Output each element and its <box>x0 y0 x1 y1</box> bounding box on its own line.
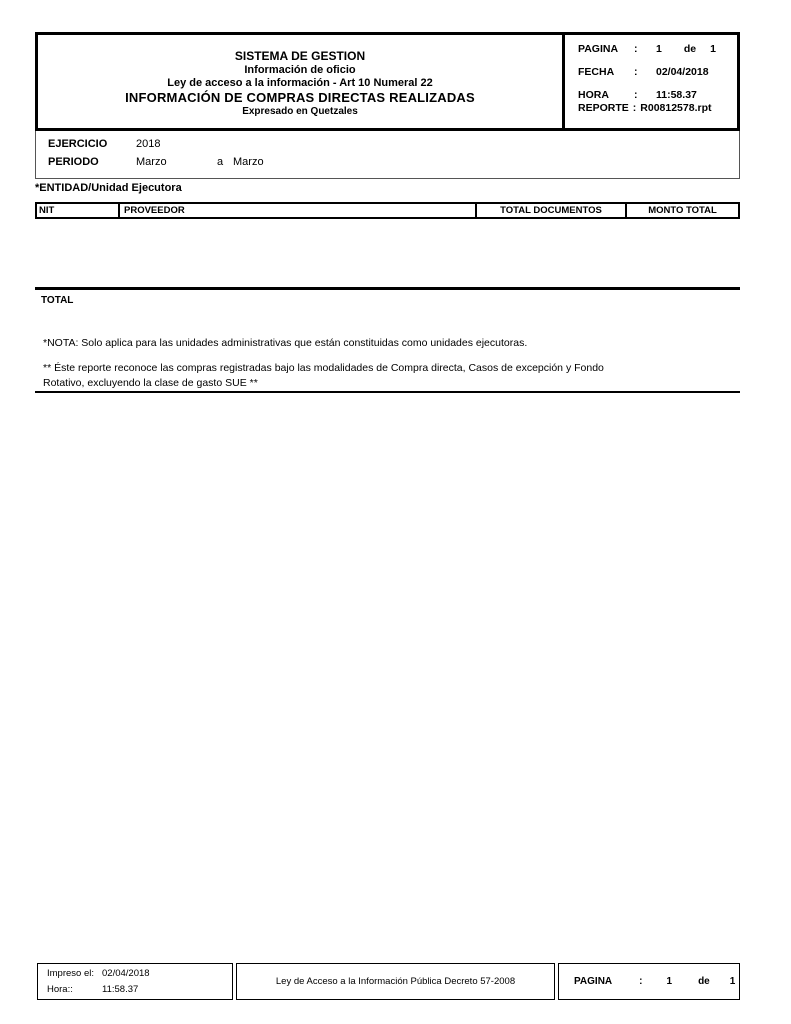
report-meta-block <box>562 35 737 128</box>
table-header-row <box>35 202 740 219</box>
pagina-label: PAGINA <box>578 43 619 55</box>
reporte-colon: : <box>632 102 637 114</box>
fecha-value: 02/04/2018 <box>656 66 709 78</box>
footer-pagina-total: 1 <box>729 976 736 987</box>
total-section <box>35 287 740 308</box>
ejercicio-label: EJERCICIO <box>48 138 108 150</box>
meta-fecha-row <box>578 67 733 78</box>
notes-divider-rule <box>35 391 740 393</box>
impreso-value: 02/04/2018 <box>102 968 150 979</box>
footer-pagina-value: 1 <box>666 976 673 987</box>
column-header-proveedor: PROVEEDOR <box>118 204 475 217</box>
report-header-box <box>35 32 740 131</box>
meta-hora-row <box>578 90 733 101</box>
footer-hora-value: 11:58.37 <box>102 984 139 995</box>
footer-law-box <box>236 963 555 1000</box>
pagina-total: 1 <box>710 43 716 55</box>
fecha-label: FECHA <box>578 66 615 78</box>
periodo-to: Marzo <box>233 156 264 168</box>
fecha-colon: : <box>634 66 638 78</box>
footer-print-info-box <box>37 963 233 1000</box>
hora-value: 11:58.37 <box>656 89 697 101</box>
report-title: INFORMACIÓN DE COMPRAS DIRECTAS REALIZADAS <box>125 89 475 105</box>
report-title-block <box>38 35 562 128</box>
pagina-value: 1 <box>656 43 662 55</box>
hora-label: HORA <box>578 89 609 101</box>
meta-pagina-row <box>578 44 733 55</box>
footer-pagina-label: PAGINA <box>574 976 613 987</box>
subtitle-oficio: Información de oficio <box>244 63 356 76</box>
hora-colon: : <box>634 89 638 101</box>
report-params-box <box>35 131 740 179</box>
entidad-label: *ENTIDAD/Unidad Ejecutora <box>35 182 182 194</box>
note-2-line-2: Rotativo, excluyendo la clase de gasto SUE ** <box>43 377 258 389</box>
system-title: SISTEMA DE GESTION <box>234 48 366 63</box>
total-label: TOTAL <box>41 295 74 306</box>
ejercicio-value: 2018 <box>136 138 161 150</box>
pagina-colon: : <box>634 43 638 55</box>
note-2-line-1: ** Éste reporte reconoce las compras registradas bajo las modalidades de Compra directa, Casos de excepción y Fondo <box>43 362 604 374</box>
column-header-nit: NIT <box>39 205 55 216</box>
reporte-label: REPORTE <box>578 102 629 114</box>
footer-pagina-colon: : <box>639 976 643 987</box>
footer-page-box <box>558 963 740 1000</box>
footer-hora-label: Hora:: <box>47 984 73 995</box>
periodo-a: a <box>217 156 224 168</box>
column-header-total-documentos: TOTAL DOCUMENTOS <box>475 204 625 217</box>
footer-law-text: Ley de Acceso a la Información Pública Decreto 57-2008 <box>275 976 516 987</box>
meta-reporte-row <box>578 103 733 114</box>
currency-note: Expresado en Quetzales <box>242 105 358 117</box>
subtitle-ley: Ley de acceso a la información - Art 10 Numeral 22 <box>167 76 433 89</box>
impreso-label: Impreso el: <box>47 968 94 979</box>
reporte-value: R00812578.rpt <box>640 102 712 114</box>
periodo-label: PERIODO <box>48 156 99 168</box>
pagina-de: de <box>683 43 697 55</box>
column-header-monto-total: MONTO TOTAL <box>625 204 738 217</box>
footer-pagina-de: de <box>698 976 710 987</box>
note-1: *NOTA: Solo aplica para las unidades administrativas que están constituidas como unidades ejecutoras. <box>43 337 528 349</box>
periodo-from: Marzo <box>136 156 167 168</box>
